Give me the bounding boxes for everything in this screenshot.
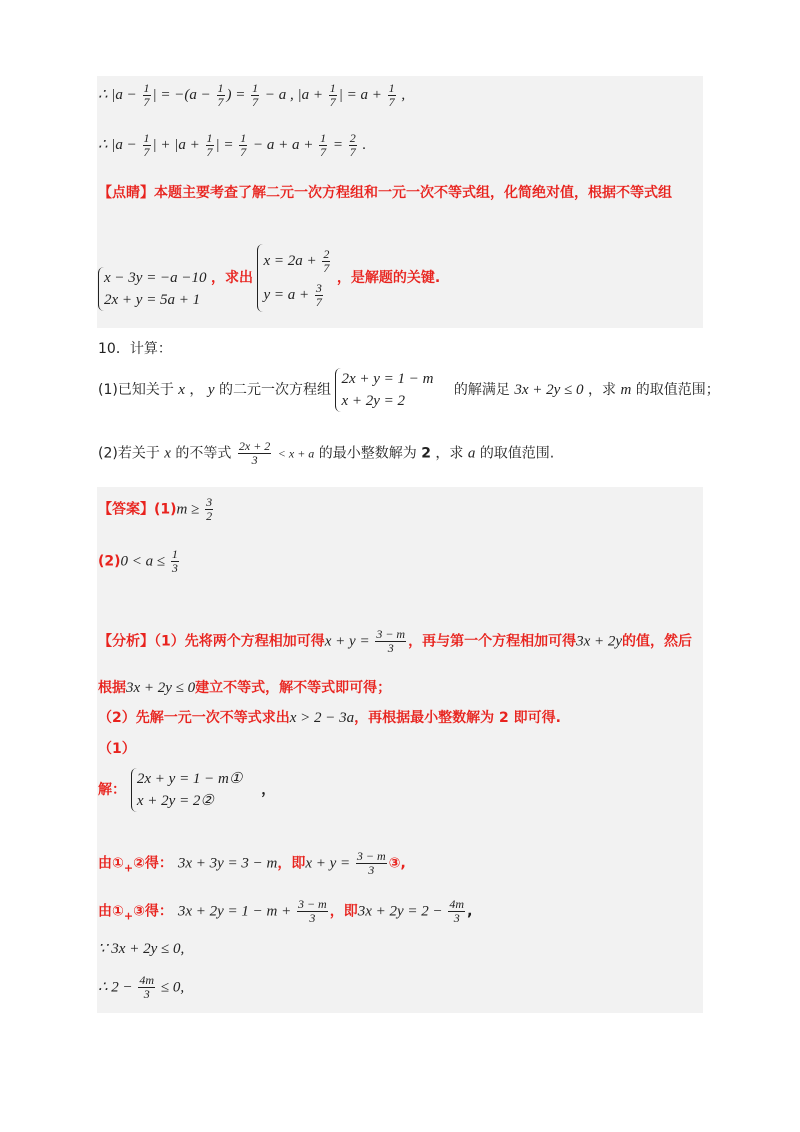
question-title: 10．计算： <box>98 341 172 357</box>
question-part-2: (2)若关于 x 的不等式 $\frac{2x + 2}{3}$ < x + a 的最小整数解为 2 ，求 a 的取值范围. <box>98 439 555 467</box>
answer-line-2: (2)0 < a ≤ $\frac{1}{3}$ <box>98 547 178 575</box>
system-solution: x = 2a + $\frac{2}{7}$ y = a + $\frac{3}{7}$ <box>257 244 332 312</box>
solution-system-line: 解： 2x + y = 1 − m① x + 2y = 2② ， <box>98 768 275 812</box>
analysis-line-2: 根据3x + 2y ≤ 0建立不等式，解不等式即可得； <box>98 680 392 696</box>
question-part-1: (1)已知关于 x ， y 的二元一次方程组 2x + y = 1 − m x + 2y = 2 的解满足 3x + 2y ≤ 0 ，求 m 的取值范围； <box>98 368 720 412</box>
answer-line-1: 【答案】(1)m ≥ $\frac{3}{2}$ <box>98 495 213 523</box>
dianjing-systems-line: x − 3y = −a −10 2x + y = 5a + 1 ，求出 x = 2a + $\frac{2}{7}$ y = a + $\frac{3}{7}$ ，是解题的关键. <box>98 244 440 312</box>
solution-step-2: 由$①_+③$得： 3x + 2y = 1 − m + $\frac{3 - m}{3}$ ，即3x + 2y = 2 − $\frac{4m}{3}$ , <box>98 897 473 925</box>
question-system: 2x + y = 1 − m x + 2y = 2 <box>335 368 433 412</box>
solution-step-3: ∵ 3x + 2y ≤ 0, <box>98 941 185 957</box>
analysis-line-1: 【分析】（1）先将两个方程相加可得x + y = $\frac{3 - m}{3}$ ，再与第一个方程相加可得3x + 2y的值，然后 <box>98 627 693 655</box>
dianjing-text: 本题主要考查了解二元一次方程组和一元一次不等式组，化简绝对值，根据不等式组 <box>154 185 672 201</box>
solution-step-4: ∴ 2 − $\frac{4m}{3}$ ≤ 0, <box>98 973 185 1001</box>
answer-block <box>97 487 703 1013</box>
dianjing-label: 【点睛】 <box>98 185 154 201</box>
solution-system: 2x + y = 1 − m① x + 2y = 2② <box>131 768 242 812</box>
solution-part-1-label: （1） <box>98 741 136 757</box>
analysis-line-3: （2）先解一元一次不等式求出x > 2 − 3a，再根据最小整数解为 2 即可得. <box>98 710 561 726</box>
solution-step-1: 由$①_+②$得： 3x + 3y = 3 − m，即x + y = $\frac{3 - m}{3}$ ③, <box>98 849 406 877</box>
analysis-label: 【分析】 <box>98 633 154 650</box>
answer-label: 【答案】 <box>98 501 154 518</box>
abs-value-line-1: ∴ |a − $\frac{1}{7}$ | = −(a − $\frac{1}{7}$ ) = $\frac{1}{7}$ − a , |a + $\frac{1}{7}$ | = a + $\frac{1}{7}$ , <box>98 81 406 109</box>
dianjing-line <box>98 184 672 202</box>
system-given: x − 3y = −a −10 2x + y = 5a + 1 <box>98 267 207 311</box>
abs-value-line-2: ∴ |a − $\frac{1}{7}$ | + |a + $\frac{1}{7}$ | = $\frac{1}{7}$ − a + a + $\frac{1}{7}$ = $\frac{2}{7}$ . <box>98 131 367 159</box>
